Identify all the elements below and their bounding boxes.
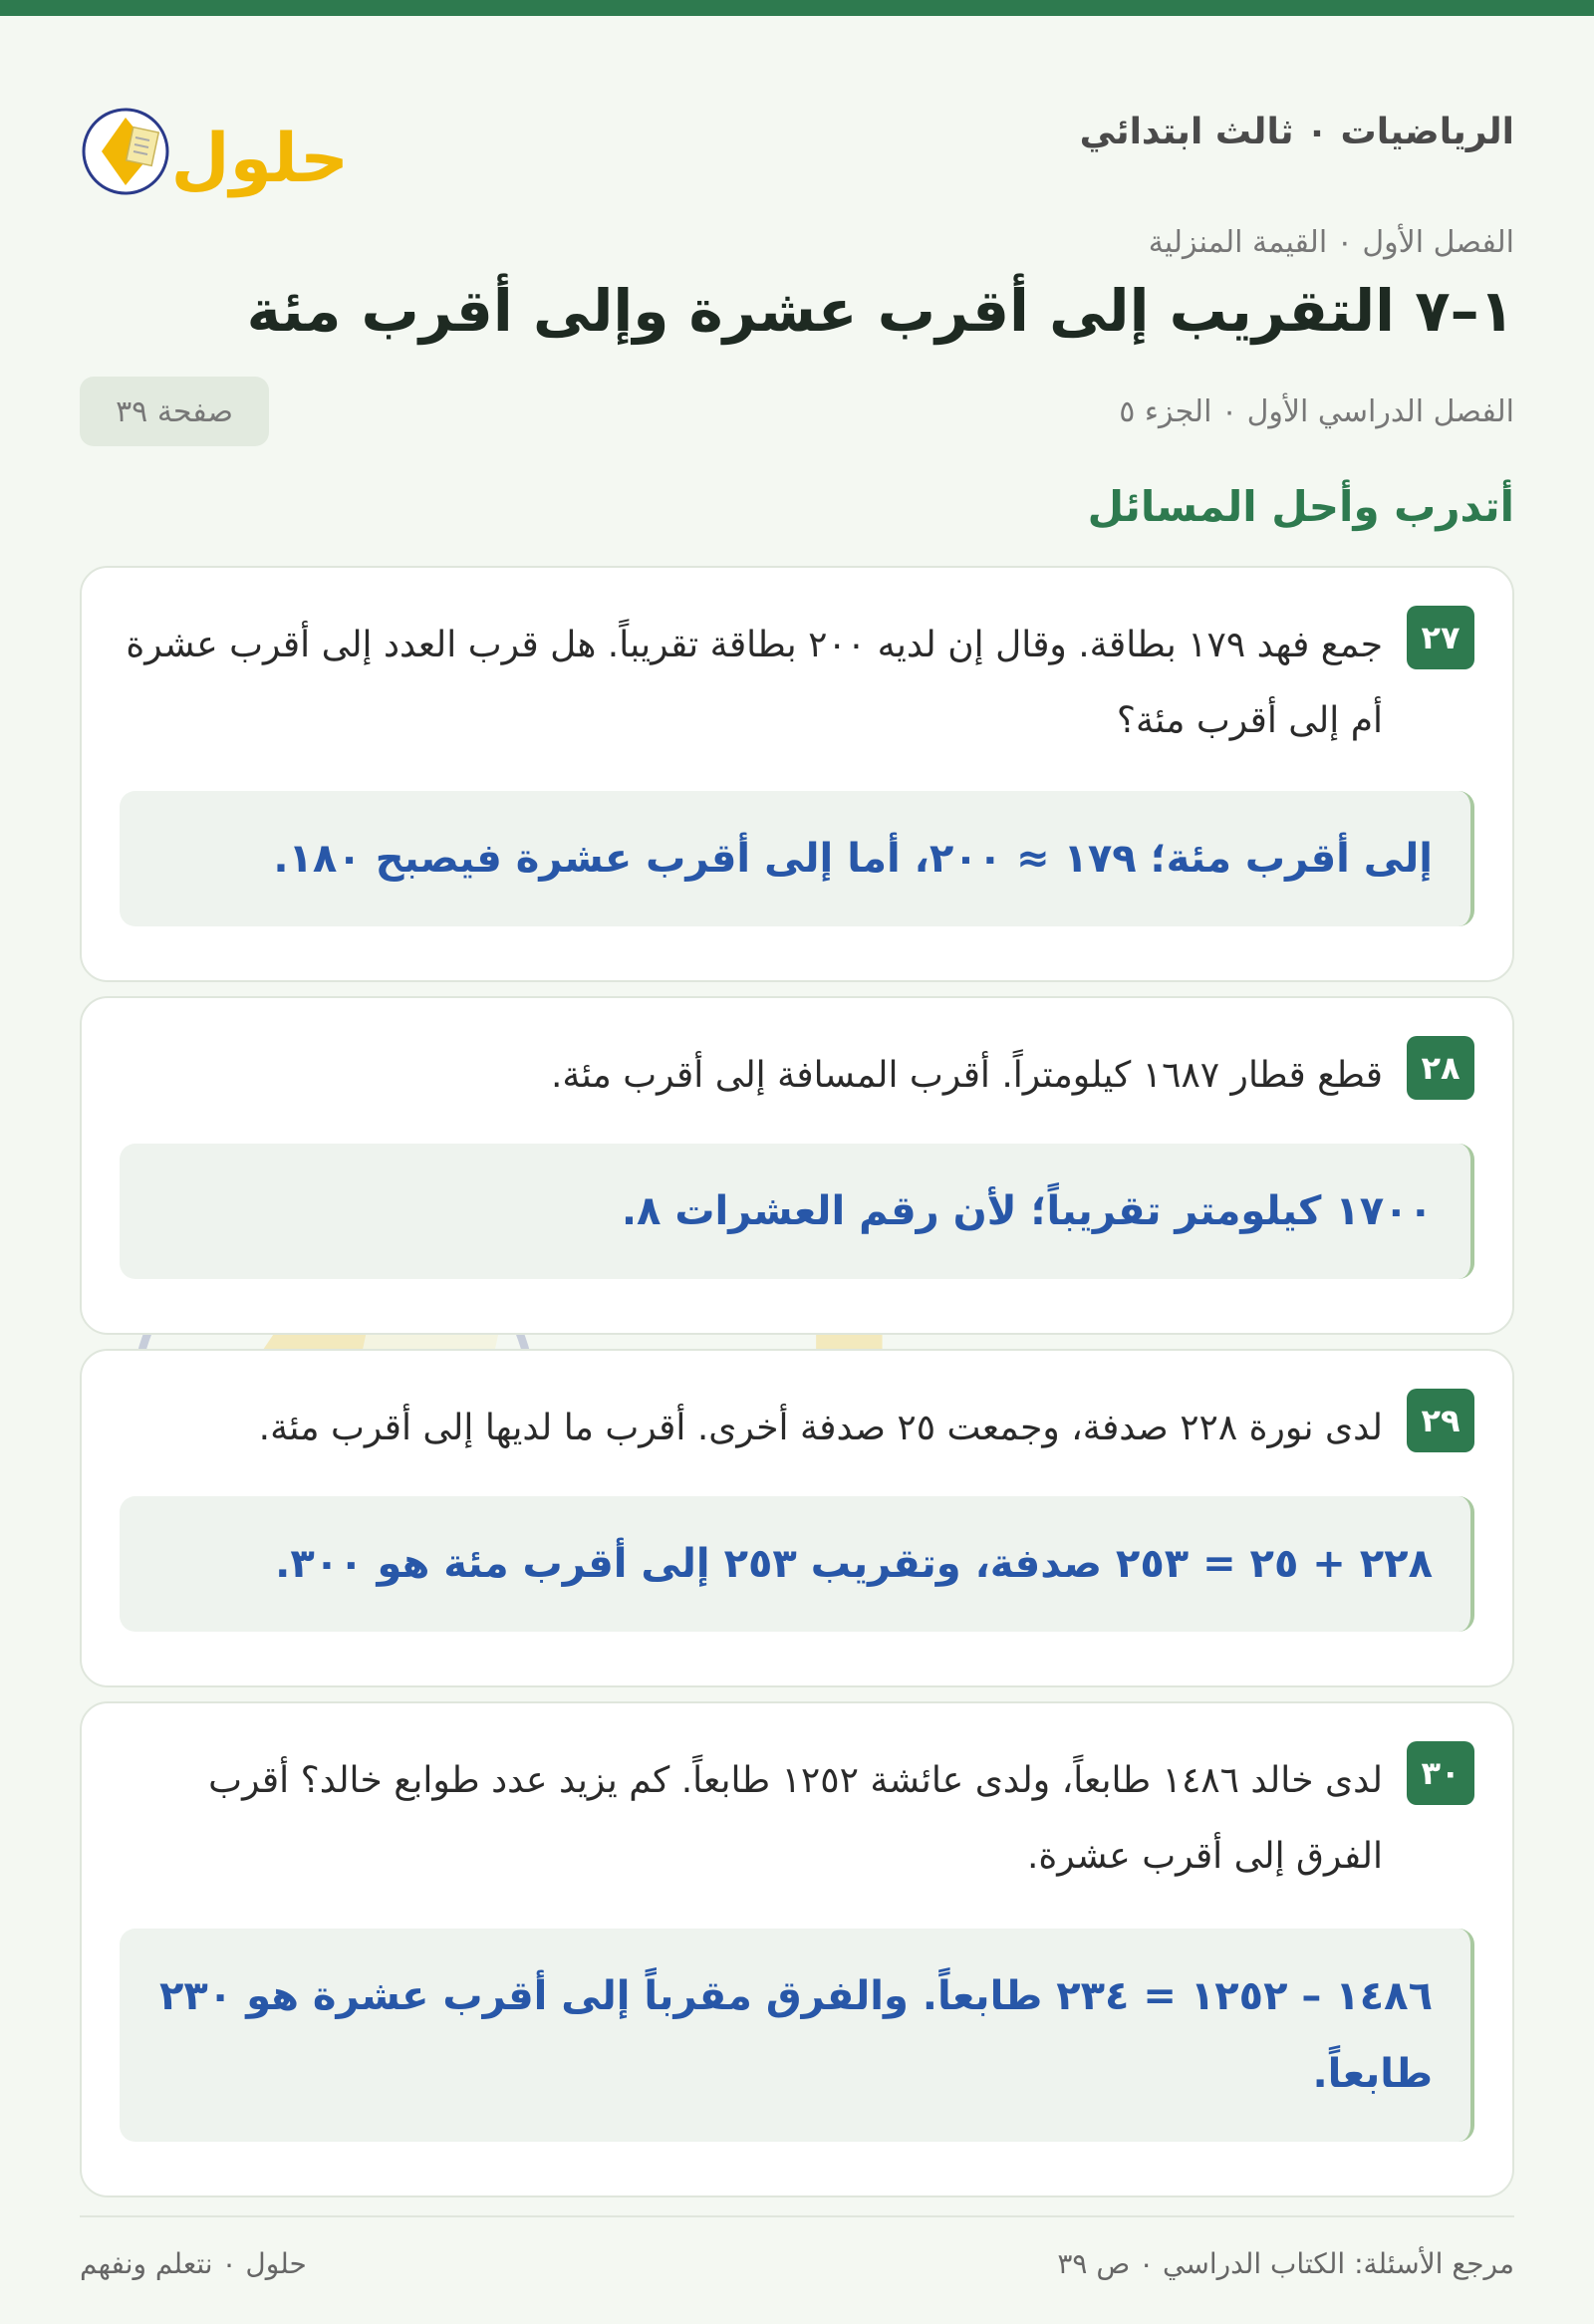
question-number: ٢٩ (1407, 1389, 1474, 1452)
logo-text: حلول (170, 120, 349, 198)
answer-text: ١٧٠٠ كيلومتر تقريباً؛ لأن رقم العشرات ٨. (621, 1188, 1433, 1234)
chapter-label: الفصل الأول ٠ القيمة المنزلية (1148, 225, 1514, 260)
footer-reference: مرجع الأسئلة: الكتاب الدراسي ٠ ص ٣٩ (1057, 2247, 1514, 2280)
brand-logo[interactable] (80, 82, 369, 211)
section-title: أتدرب وأحل المسائل (1087, 482, 1514, 531)
lesson-title: ١–٧ التقريب إلى أقرب عشرة وإلى أقرب مئة (246, 277, 1514, 345)
question-number: ٢٧ (1407, 606, 1474, 669)
answer-text: إلى أقرب مئة؛ ١٧٩ ≈ ٢٠٠، أما إلى أقرب عشرة فيصبح ١٨٠. (273, 836, 1433, 882)
subject-label: الرياضيات ٠ ثالث ابتدائي (1079, 112, 1514, 152)
answer-box (120, 1929, 1474, 2142)
answer-box (120, 1144, 1474, 1279)
question-card-29 (80, 1349, 1514, 1687)
question-number: ٣٠ (1407, 1741, 1474, 1805)
question-text: قطع قطار ١٦٨٧ كيلومتراً. أقرب المسافة إلى أقرب مئة. (550, 1055, 1383, 1096)
page-badge: صفحة ٣٩ (80, 377, 269, 446)
term-label: الفصل الدراسي الأول ٠ الجزء ٥ (1119, 394, 1514, 429)
logo-icon (80, 82, 369, 211)
question-card-27 (80, 566, 1514, 982)
answer-text: ١٤٨٦ – ١٢٥٢ = ٢٣٤ طابعاً. والفرق مقرباً إلى أقرب عشرة هو ٢٣٠ طابعاً. (159, 1973, 1433, 2097)
question-text: لدى خالد ١٤٨٦ طابعاً، ولدى عائشة ١٢٥٢ طابعاً. كم يزيد عدد طوابع خالد؟ أقرب الفرق إلى أقرب عشرة. (208, 1760, 1383, 1877)
answer-text: ٢٢٨ + ٢٥ = ٢٥٣ صدفة، وتقريب ٢٥٣ إلى أقرب مئة هو ٣٠٠. (275, 1541, 1433, 1587)
question-text: جمع فهد ١٧٩ بطاقة. وقال إن لديه ٢٠٠ بطاقة تقريباً. هل قرب العدد إلى أقرب عشرة أم إلى أقرب مئة؟ (126, 625, 1383, 741)
question-card-30 (80, 1701, 1514, 2197)
page (80, 16, 1514, 2307)
question-text: لدى نورة ٢٢٨ صدفة، وجمعت ٢٥ صدفة أخرى. أقرب ما لديها إلى أقرب مئة. (258, 1408, 1383, 1448)
question-number: ٢٨ (1407, 1036, 1474, 1100)
question-card-28 (80, 996, 1514, 1335)
answer-box (120, 1496, 1474, 1632)
answer-box (120, 791, 1474, 926)
header (80, 76, 1514, 198)
footer-divider (80, 2215, 1514, 2217)
top-accent-bar (0, 0, 1594, 16)
footer-tagline: حلول ٠ نتعلم ونفهم (80, 2247, 307, 2280)
